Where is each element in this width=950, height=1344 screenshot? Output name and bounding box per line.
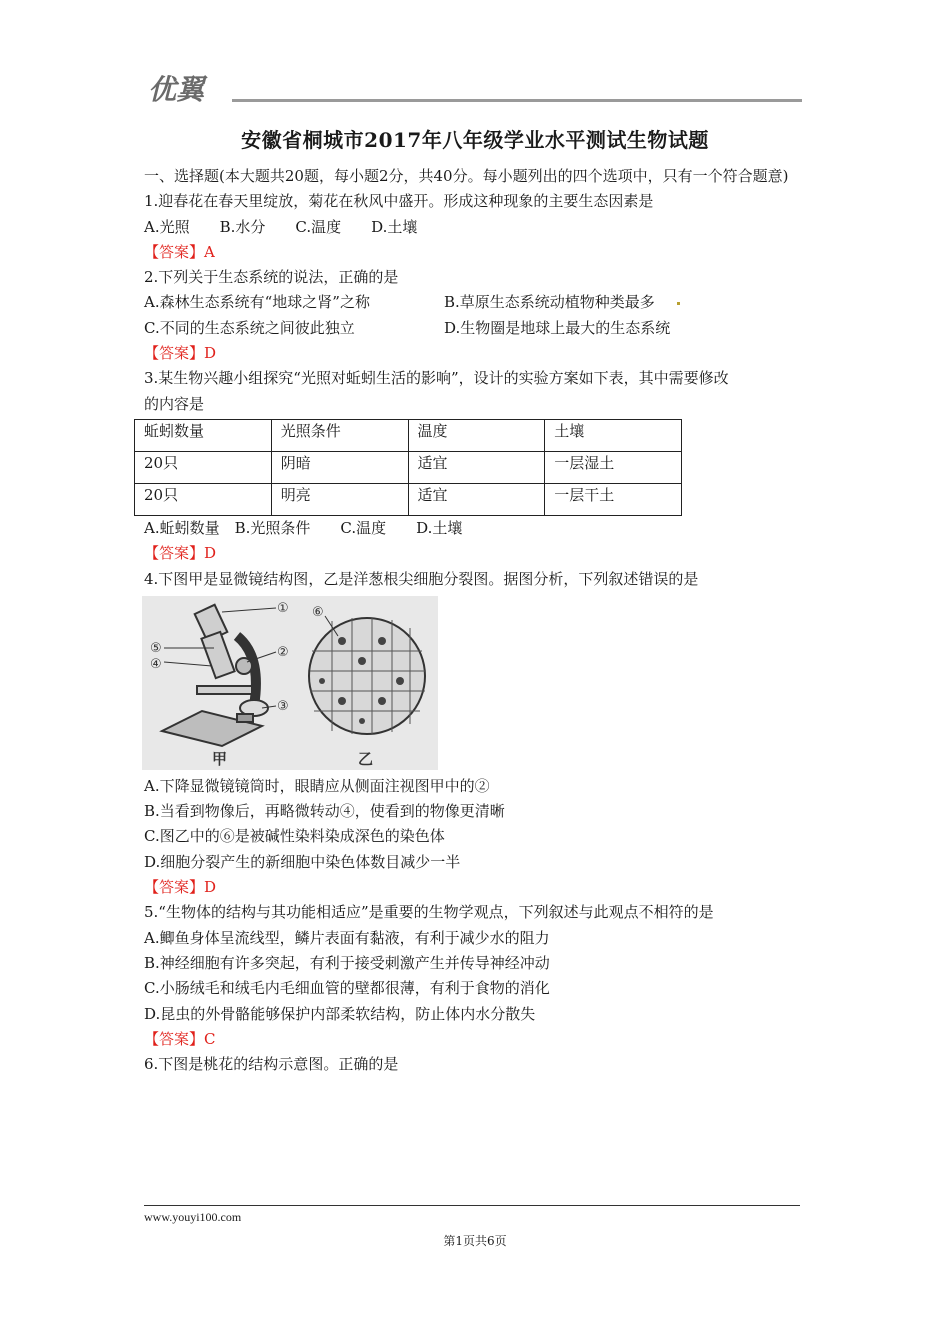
section-heading: 一、选择题(本大题共20题，每小题2分，共40分。每小题列出的四个选项中，只有一个符合题意) [144,167,789,185]
table-header-cell: 光照条件 [271,419,408,451]
question-4-option-d: D.细胞分裂产生的新细胞中染色体数目减少一半 [144,852,461,871]
answer-label: 【答案】 [144,242,205,261]
question-6-stem: 6.下图是桃花的结构示意图。正确的是 [144,1055,399,1074]
question-3-answer [144,541,814,566]
question-4-answer [144,875,814,900]
question-4-option-c: C.图乙中的⑥是被碱性染料染成深色的染色体 [144,827,445,846]
question-5-option-b: B.神经细胞有许多突起，有利于接受刺激产生并传导神经冲动 [144,953,550,972]
stage [197,686,252,694]
nucleus [359,718,365,724]
option-b [444,290,680,315]
question-5-option-a: A.鲫鱼身体呈流线型，鳞片表面有黏液，有利于减少水的阻力 [144,928,550,947]
exam-content [144,164,814,1077]
option-a: A.森林生态系统有“地球之肾”之称 [144,293,370,312]
nucleus [358,657,366,665]
table-cell: 20只 [135,451,272,483]
table-header-cell: 蚯蚓数量 [135,419,272,451]
marker-1: ① [277,600,289,616]
caption-right: 乙 [358,749,374,768]
table-header-cell: 土壤 [545,419,682,451]
nucleus [338,637,346,645]
coarse-knob [236,658,252,674]
page-title: 安徽省桐城市2017年八年级学业水平测试生物试题 [241,128,709,152]
marker-4: ④ [150,656,162,672]
answer-label: 【答案】 [144,544,205,563]
caption-left: 甲 [212,749,228,768]
table-cell: 明亮 [271,483,408,515]
option-d: D.生物圈是地球上最大的生态系统 [444,318,671,337]
table-header-row [135,419,682,451]
nucleus [378,697,386,705]
experiment-table [134,419,682,516]
nucleus [378,637,386,645]
answer-value: D [204,344,217,363]
answer-label: 【答案】 [144,1029,205,1048]
question-1-stem: 1.迎春花在春天里绽放，菊花在秋风中盛开。形成这种现象的主要生态因素是 [144,192,654,211]
table-cell: 适宜 [408,451,545,483]
table-row [135,483,682,515]
question-4-stem: 4.下图甲是显微镜结构图，乙是洋葱根尖细胞分裂图。据图分析，下列叙述错误的是 [144,569,699,588]
question-5-answer [144,1027,814,1052]
question-5-option-d: D.昆虫的外骨骼能够保护内部柔软结构，防止体内水分散失 [144,1004,536,1023]
table-cell: 一层干土 [545,483,682,515]
field-of-view [309,618,425,734]
figure-drawing [142,596,438,770]
question-3-stem-line-2: 的内容是 [144,394,205,413]
question-2-answer [144,341,814,366]
answer-label: 【答案】 [144,344,205,363]
question-4-option-a: A.下降显微镜镜筒时，眼睛应从侧面注视图甲中的② [144,776,490,795]
header-divider [232,99,802,102]
footer-website: www.youyi100.com [144,1210,242,1224]
option-c: C.不同的生态系统之间彼此独立 [144,318,355,337]
nucleus [338,697,346,705]
footer-divider [144,1205,800,1206]
onion-root-cells [309,618,425,734]
question-3-stem-line-1: 3.某生物兴趣小组探究“光照对蚯蚓生活的影响”，设计的实验方案如下表，其中需要修改 [144,369,729,388]
stray-dot [677,302,680,305]
table-row [135,451,682,483]
table-header-cell: 温度 [408,419,545,451]
option-b-text: B.草原生态系统动植物种类最多 [444,293,655,312]
question-5-option-c: C.小肠绒毛和绒毛内毛细血管的壁都很薄，有利于食物的消化 [144,979,550,998]
svg-text:优翼: 优翼 [148,73,205,106]
marker-2: ② [277,644,289,660]
marker-3: ③ [277,698,289,714]
table-cell: 一层湿土 [545,451,682,483]
answer-value: D [204,878,217,897]
pillar [237,714,253,722]
question-1-options: A.光照 B.水分 C.温度 D.土壤 [144,217,418,236]
marker-5: ⑤ [150,640,162,656]
answer-value: C [204,1029,216,1048]
table-cell: 20只 [135,483,272,515]
nucleus [319,678,325,684]
table-cell: 阴暗 [271,451,408,483]
question-2-stem: 2.下列关于生态系统的说法，正确的是 [144,268,399,287]
question-3-options: A.蚯蚓数量 B.光照条件 C.温度 D.土壤 [144,518,463,537]
microscope-and-cell-figure [142,596,438,770]
table-cell: 适宜 [408,483,545,515]
question-2-options-row-1 [144,290,814,315]
question-5-stem: 5.“生物体的结构与其功能相适应”是重要的生物学观点，下列叙述与此观点不相符的是 [144,903,714,922]
question-1-answer [144,240,814,265]
nucleus [396,677,404,685]
answer-value: D [204,544,217,563]
page-number: 第1页共6页 [443,1234,507,1248]
marker-6: ⑥ [312,604,324,620]
question-2-options-row-2 [144,316,814,341]
question-4-option-b: B.当看到物像后，再略微转动④，使看到的物像更清晰 [144,802,505,821]
answer-label: 【答案】 [144,878,205,897]
answer-value: A [204,242,215,261]
